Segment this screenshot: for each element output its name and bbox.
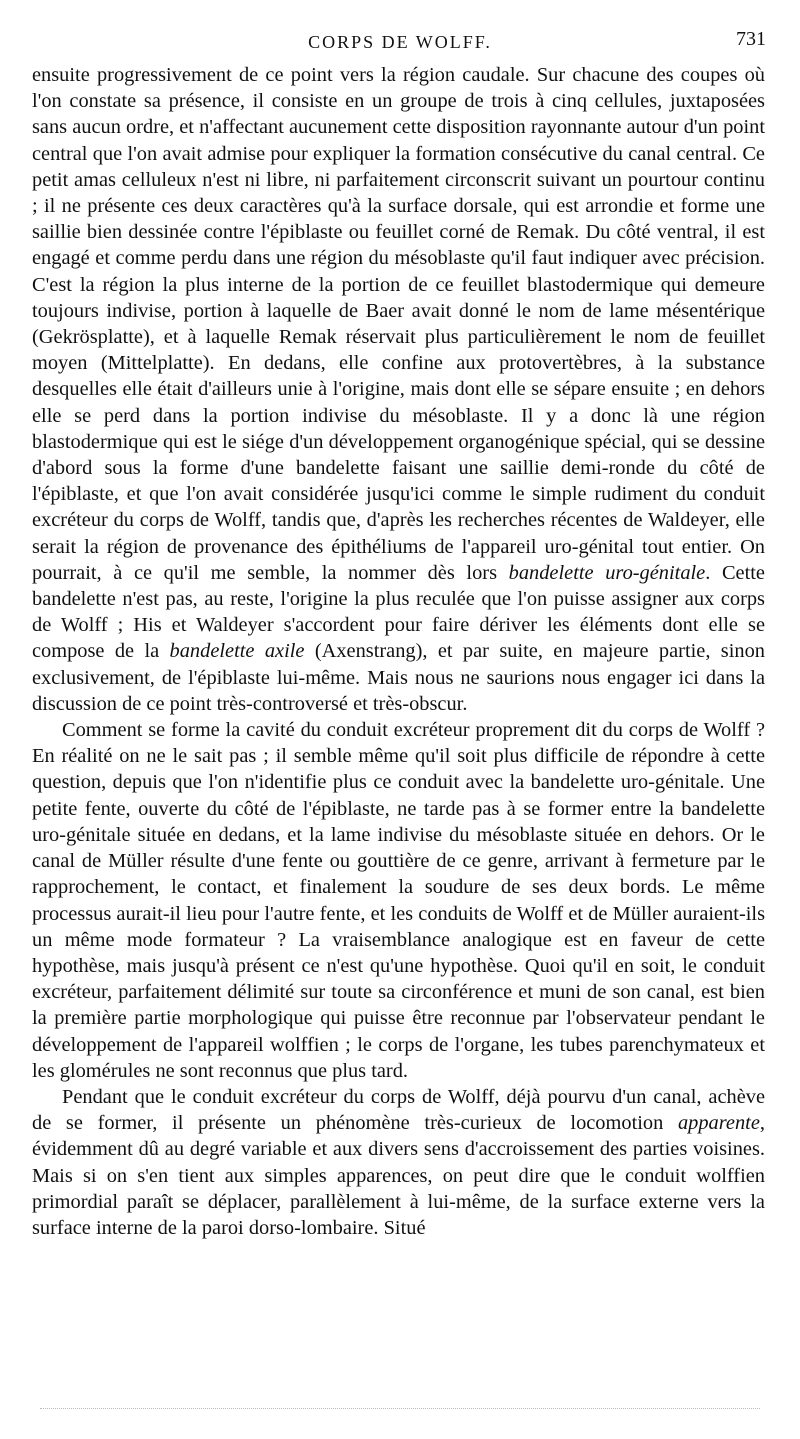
page-number: 731: [736, 28, 766, 50]
paragraph: [32, 1084, 765, 1241]
paragraph: [32, 717, 765, 1084]
paragraph: [32, 62, 765, 717]
italic-term: bandelette uro-génitale: [508, 561, 706, 584]
text-run: ensuite progressivement de ce point vers la région caudale. Sur chacune des coupes où l'on constate sa présence, il consiste en un groupe de trois à cinq cellules, juxtaposées sans aucun ordre, et n'affectant aucunement cette disposition rayonnante autour d'un point central que l'on avait admise pour expliquer la formation consécutive du canal central. Ce petit amas celluleux n'est ni libre, ni parfaitement circonscrit suivant un pourtour continu ; il ne présente ces deux caractères qu'à la surface dorsale, qui est arrondie et forme une saillie bien dessinée contre l'épiblaste ou feuillet corné de Remak. Du côté ventral, il est engagé et comme perdu dans une région du mésoblaste qu'il faut indiquer avec précision. C'est la région la plus interne de la portion de ce feuillet blastodermique qui demeure toujours indivise, portion à laquelle de Baer avait donné le nom de lame mésentérique (Gekrösplatte), et à laquelle Remak réservait plus particulièrement le nom de feuillet moyen (Mittelplatte). En dedans, elle confine aux protovertèbres, à la substance desquelles elle était d'ailleurs unie à l'origine, mais dont elle se sépare ensuite ; en dehors elle se perd dans la portion indivise du mésoblaste. Il y a donc là une région blastodermique qui est le siége d'un développement organogénique spécial, qui se dessine d'abord sous la forme d'une bandelette faisant une saillie demi-ronde du côté de l'épiblaste, et que l'on avait considérée jusqu'ici comme le simple rudiment du conduit excréteur du corps de Wolff, tandis que, d'après les recherches récentes de Waldeyer, elle serait la région de provenance des épithéliums de l'appareil uro-génital tout entier. On pourrait, à ce qu'il me semble, la nommer dès lors: [32, 64, 765, 584]
page-header: [0, 28, 800, 56]
running-title: CORPS DE WOLFF.: [308, 32, 492, 52]
text-run: (Axenstrang), et par suite, en majeure partie, sinon exclusivement, de l'épiblaste lui-même. Mais nous ne saurions nous engager ici dans la discussion de ce point très-controversé et très-obscur.: [32, 640, 765, 715]
body-text: [32, 62, 765, 1241]
text-run: Pendant que le conduit excréteur du corps de Wolff, déjà pourvu d'un canal, achève de se former, il présente un phénomène très-curieux de locomotion: [32, 1085, 765, 1135]
text-run: Comment se forme la cavité du conduit excréteur proprement dit du corps de Wolff ? En réalité on ne le sait pas ; il semble même qu'il soit plus difficile de répondre à cette question, depuis que l'on n'identifie plus ce conduit avec la bandelette uro-génitale. Une petite fente, ouverte du côté de l'épiblaste, ne tarde pas à se former entre la bandelette uro-génitale située en dedans, et la lame indivise du mésoblaste située en dehors. Or le canal de Müller résulte d'une fente ou gouttière de ce genre, arrivant à fermeture par le rapprochement, le contact, et finalement la soudure de ses deux bords. Le même processus aurait-il lieu pour l'autre fente, et les conduits de Wolff et de Müller auraient-ils un même mode formateur ? La vraisemblance analogique est en faveur de cette hypothèse, mais jusqu'à présent ce n'est qu'une hypothèse. Quoi qu'il en soit, le conduit excréteur, parfaitement délimité sur toute sa circonférence et muni de son canal, est bien la première partie morphologique qui puisse être reconnue par l'observateur pendant le développement de l'appareil wolffien ; le corps de l'organe, les tubes parenchymateux et les glomérules ne sont reconnus que plus tard.: [32, 719, 765, 1082]
bottom-bleed-through-line: [40, 1408, 760, 1410]
italic-term: apparente: [677, 1112, 760, 1135]
text-run: , évidemment dû au degré variable et aux divers sens d'accroissement des parties voisines. Mais si on s'en tient aux simples apparences, on peut dire que le conduit wolffien primordial paraît se déplacer, parallèlement à lui-même, de la surface externe vers la surface interne de la paroi dorso-lombaire. Situé: [32, 1112, 765, 1239]
italic-term: bandelette axile: [169, 640, 305, 663]
text-run: . Cette bandelette n'est pas, au reste, l'origine la plus reculée que l'on puisse assigner aux corps de Wolff ; His et Waldeyer s'accordent pour faire dériver les éléments dont elle se compose de la: [32, 561, 765, 663]
